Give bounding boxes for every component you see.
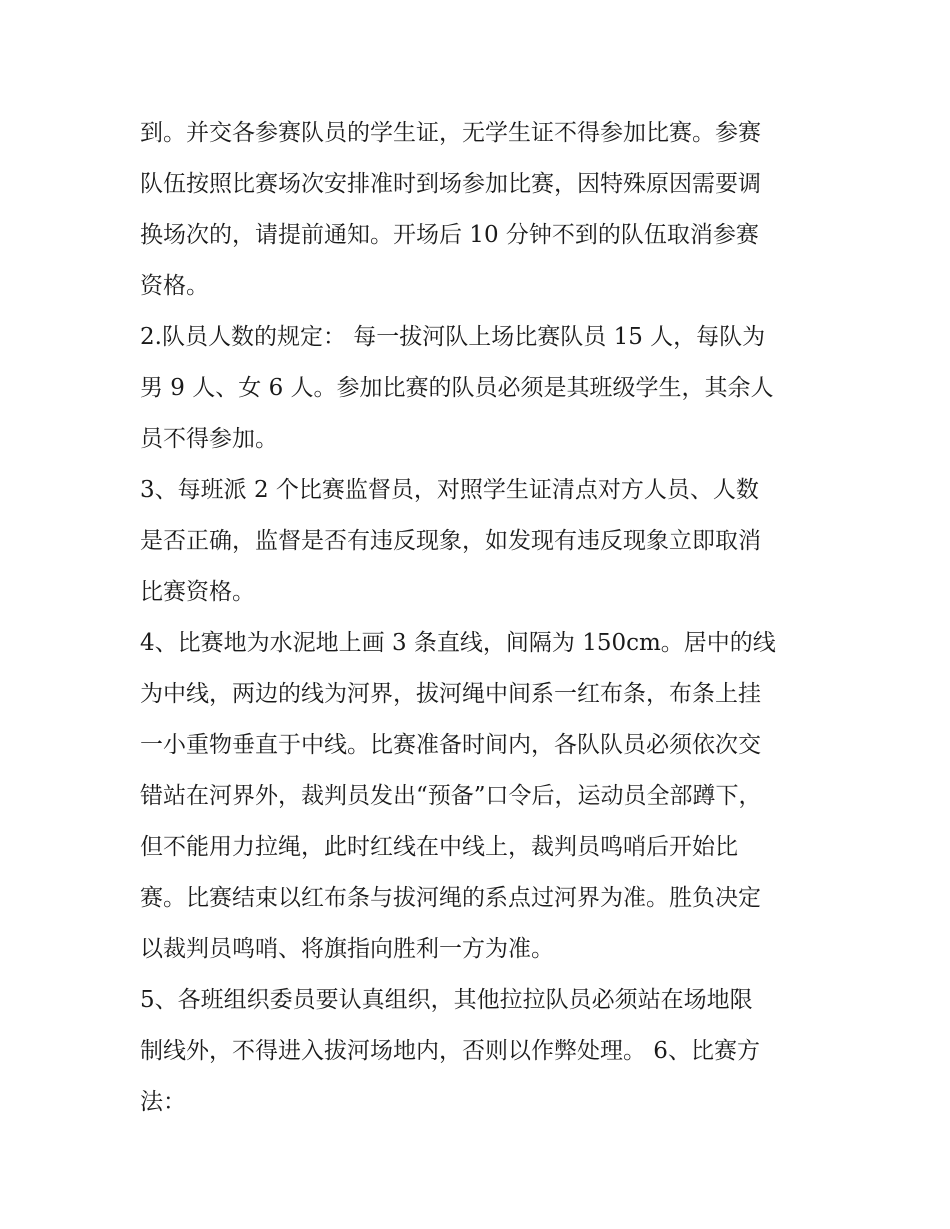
text-line: 赛。比赛结束以红布条与拔河绳的系点过河界为准。胜负决定 xyxy=(140,885,761,911)
text-line: 男 9 人、女 6 人。参加比赛的队员必须是其班级学生，其余人 xyxy=(140,375,774,401)
text-line: 比赛资格。 xyxy=(140,579,255,605)
text-line: 但不能用力拉绳，此时红线在中线上，裁判员鸣哨后开始比 xyxy=(140,834,738,860)
text-line: 是否正确，监督是否有违反现象，如发现有违反现象立即取消 xyxy=(140,528,761,554)
text-line: 5、各班组织委员要认真组织，其他拉拉队员必须站在场地限 xyxy=(140,987,753,1013)
text-line: 一小重物垂直于中线。比赛准备时间内，各队队员必须依次交 xyxy=(140,732,761,758)
text-line: 法： xyxy=(140,1089,186,1115)
text-line: 错站在河界外，裁判员发出“预备”口令后，运动员全部蹲下， xyxy=(140,783,762,809)
text-line: 为中线，两边的线为河界，拔河绳中间系一红布条，布条上挂 xyxy=(140,681,761,707)
text-line: 制线外，不得进入拔河场地内，否则以作弊处理。 6、比赛方 xyxy=(140,1038,760,1064)
text-line: 2.队员人数的规定： 每一拔河队上场比赛队员 15 人，每队为 xyxy=(140,324,766,350)
text-line: 以裁判员鸣哨、将旗指向胜利一方为准。 xyxy=(140,936,554,962)
text-line: 到。并交各参赛队员的学生证，无学生证不得参加比赛。参赛 xyxy=(140,120,761,146)
text-line: 3、每班派 2 个比赛监督员，对照学生证清点对方人员、人数 xyxy=(140,477,759,503)
document-body xyxy=(140,108,820,1128)
text-line: 换场次的，请提前通知。开场后 10 分钟不到的队伍取消参赛 xyxy=(140,222,759,248)
text-line: 4、比赛地为水泥地上画 3 条直线，间隔为 150cm。居中的线 xyxy=(140,630,776,656)
text-line: 员不得参加。 xyxy=(140,426,278,452)
text-line: 资格。 xyxy=(140,273,209,299)
text-line: 队伍按照比赛场次安排准时到场参加比赛，因特殊原因需要调 xyxy=(140,171,761,197)
